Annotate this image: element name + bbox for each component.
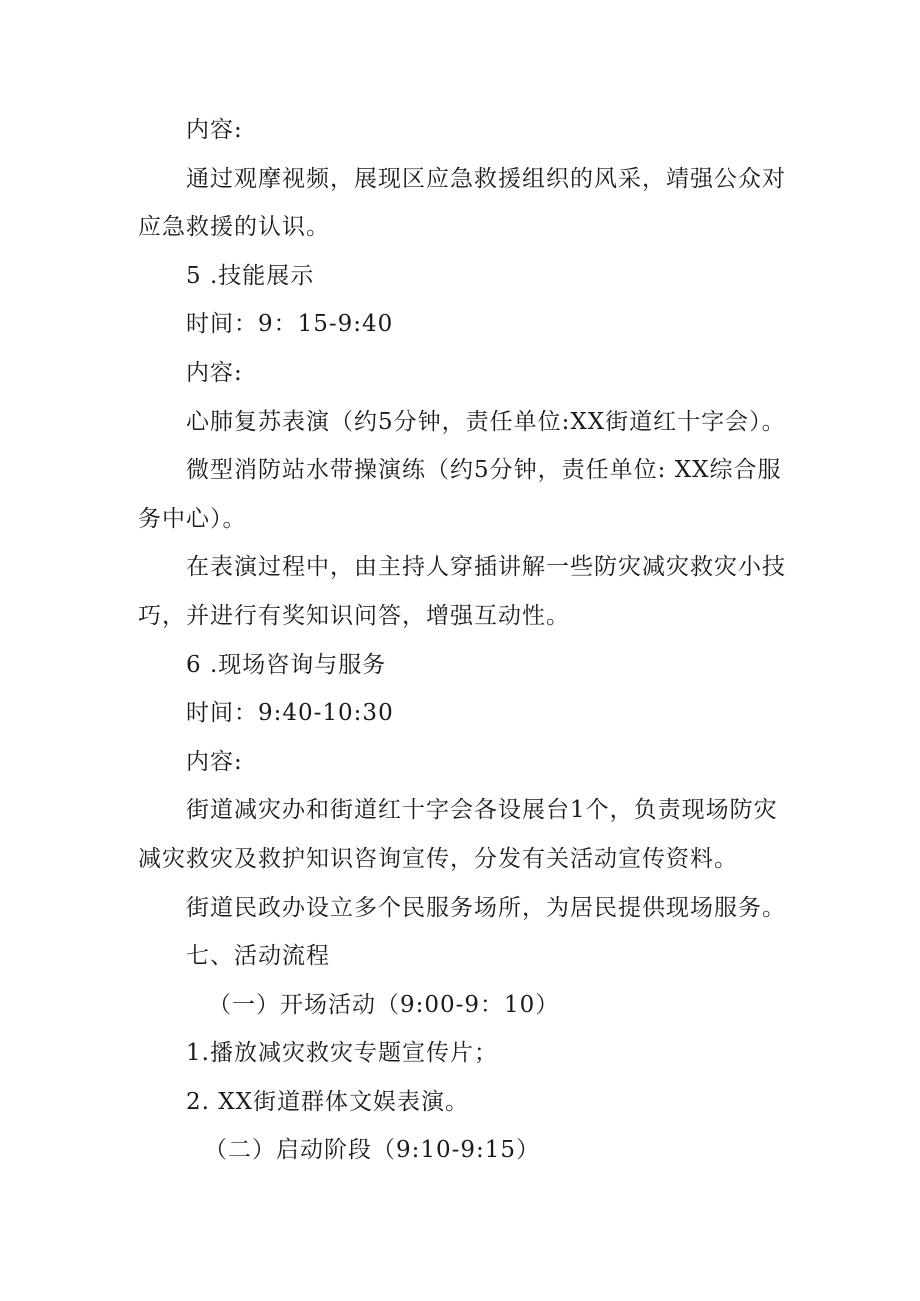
paragraph-booths: 街道减灾办和街道红十字会各设展台1个，负责现场防灾减灾救灾及救护知识咨询宣传，分发有关活动宣传资料。 [138,797,778,872]
list-item-entertainment: 2. XX街道群体文娱表演。 [186,1088,470,1115]
subsection-heading-launch: （二）启动阶段（9:10-9:15） [204,1137,541,1164]
paragraph-video-description: 通过观摩视频，展现区应急救援组织的风采，靖强公众对应急救援的认识。 [138,165,786,241]
paragraph-time-consulting: 时间：9:40-10:30 [186,700,394,727]
paragraph-time-skills: 时间：9：15-9:40 [186,311,394,338]
paragraph-content-label-1: 内容: [186,117,243,143]
paragraph-content-label-2: 内容: [186,359,243,386]
document-body [138,106,798,1175]
paragraph-fire-hose-drill: 微型消防站水带操演练（约5分钟，责任单位: XX综合服务中心）。 [138,457,782,532]
paragraph-cpr-show: 心肺复苏表演（约5分钟，责任单位:XX街道红十字会）。 [186,408,786,435]
list-item-promo-film: 1.播放减灾救灾专题宣传片； [186,1040,498,1067]
paragraph-civil-affairs: 街道民政办设立多个民服务场所，为居民提供现场服务。 [186,894,786,921]
subsection-heading-opening: （一）开场活动（9:00-9：10） [208,991,560,1018]
section-heading-consulting: 6 .现场咨询与服务 [186,651,387,678]
paragraph-content-label-3: 内容: [186,748,243,775]
paragraph-host-tips: 在表演过程中，由主持人穿插讲解一些防灾减灾救灾小技巧，并进行有奖知识问答，增强互动性。 [138,554,786,629]
section-heading-activity-flow: 七、活动流程 [186,943,330,970]
section-heading-skills-show: 5 .技能展示 [186,262,315,289]
